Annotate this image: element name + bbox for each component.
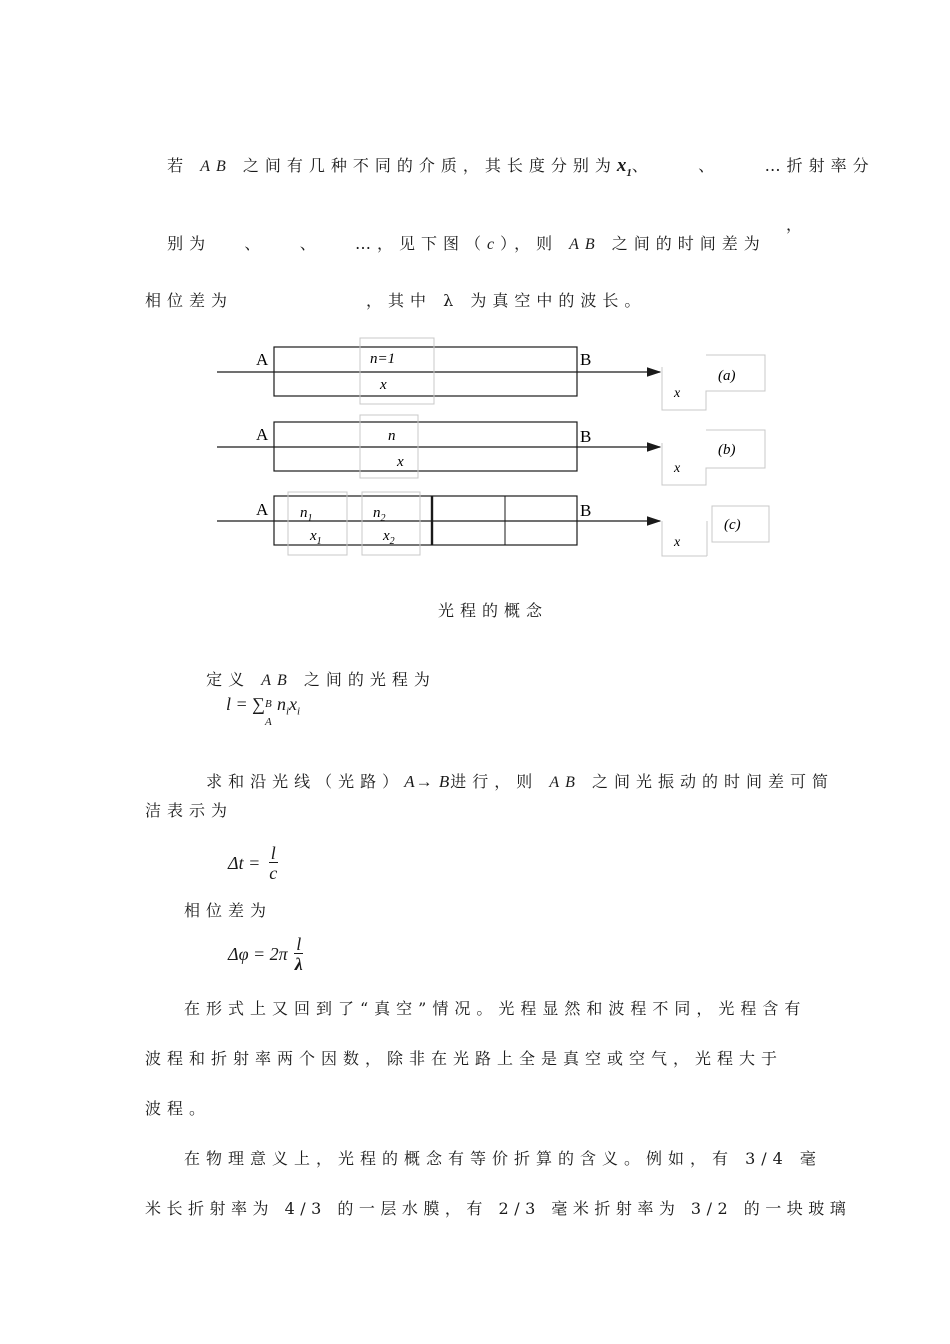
c-tag: (c) — [724, 517, 741, 533]
formula-lhs: Δφ = 2π — [228, 944, 288, 964]
index-i: i — [285, 705, 290, 718]
label-B: B — [580, 350, 592, 369]
b-tag: (b) — [718, 442, 736, 458]
x-subscript: 2 — [389, 536, 395, 547]
x-subscript: 1 — [626, 166, 632, 179]
index-i: i — [297, 705, 301, 718]
sum-upper: B — [264, 698, 272, 710]
text: 之间有几种不同的介质，其长度分别为 — [231, 156, 617, 175]
label-B: B — [580, 501, 592, 520]
n-symbol: n — [373, 505, 381, 521]
x-subscript: 1 — [316, 536, 322, 547]
n-subscript: 2 — [380, 513, 386, 524]
definition-intro — [184, 648, 436, 690]
a-n: n=1 — [370, 351, 396, 367]
b-out-x: x — [674, 461, 681, 476]
text: 进行，则 — [450, 772, 550, 791]
label-A: A — [256, 350, 269, 369]
para1-line3a: 相位差为 — [145, 291, 234, 310]
text: 求和沿光线（光路） — [206, 772, 405, 791]
fraction — [294, 935, 303, 974]
sum-lower: A — [264, 716, 272, 728]
para1-line1 — [145, 134, 875, 179]
sum-line-2: 洁表示为 — [145, 801, 234, 820]
formula-lhs: Δt = — [228, 853, 261, 873]
optical-path-formula — [226, 694, 301, 728]
x-symbol: x — [616, 155, 627, 176]
n-subscript: 1 — [307, 513, 313, 524]
x-symbol: x — [310, 528, 317, 544]
label-A: A — [256, 500, 269, 519]
para1-line2 — [145, 212, 766, 254]
para1-line3b: ，其中 λ 为真空中的波长。 — [366, 291, 647, 310]
numerator: l — [296, 934, 302, 954]
fraction — [269, 844, 278, 883]
numerator: l — [270, 843, 276, 863]
text: 之间的光程为 — [292, 670, 436, 689]
para3-line1: 在物理意义上，光程的概念有等价折算的含义。例如，有 3/4 毫 — [184, 1149, 822, 1168]
para2-line1: 在形式上又回到了“真空”情况。光程显然和波程不同，光程含有 — [184, 999, 807, 1018]
path-arrow: A→ B — [404, 772, 451, 791]
a-x: x — [380, 377, 387, 393]
text: ），则 — [500, 234, 570, 253]
x1-symbol — [616, 155, 632, 179]
n-symbol: n — [276, 694, 286, 714]
para3-line2: 米长折射率为 4/3 的一层水膜，有 2/3 毫米折射率为 3/2 的一块玻璃 — [145, 1199, 852, 1218]
text: 定义 — [206, 670, 262, 689]
b-x: x — [397, 454, 404, 470]
ab-label: AB — [569, 236, 601, 253]
phase-label: 相位差为 — [184, 901, 273, 920]
ab-label: AB — [261, 672, 293, 689]
figure-caption: 光程的概念 — [438, 601, 549, 620]
text: 之间光振动的时间差可简 — [580, 772, 834, 791]
c-x2 — [382, 528, 395, 547]
c-label: c — [486, 236, 501, 253]
text: 之间的时间差为 — [600, 234, 766, 253]
c-x1 — [309, 528, 322, 547]
phase-difference-formula — [228, 935, 303, 974]
text: 、 、 …折射率分 — [631, 156, 875, 175]
ab-label: AB — [549, 774, 581, 791]
x-symbol: x — [383, 528, 390, 544]
denominator: λ — [294, 954, 303, 974]
label-B: B — [580, 427, 592, 446]
para2-line2: 波程和折射率两个因数，除非在光路上全是真空或空气，光程大于 — [145, 1049, 784, 1068]
a-tag: (a) — [718, 368, 736, 384]
para2-line3: 波程。 — [145, 1099, 212, 1118]
label-A: A — [256, 425, 269, 444]
c-out-x: x — [674, 535, 681, 550]
optical-path-figure — [0, 335, 950, 565]
text: 别为 、 、 …，见下图（ — [167, 234, 487, 253]
sum-line-1 — [184, 750, 834, 792]
a-out-x: x — [674, 386, 681, 401]
text: 若 — [167, 156, 201, 175]
n-symbol: n — [300, 505, 308, 521]
b-n: n — [388, 428, 396, 444]
para1-line2-comma: ， — [786, 215, 809, 234]
formula-lhs: l = ∑ — [226, 694, 265, 714]
ab-label: AB — [200, 158, 232, 175]
denominator: c — [269, 863, 278, 883]
time-difference-formula — [228, 844, 278, 883]
x-symbol: x — [289, 694, 298, 714]
